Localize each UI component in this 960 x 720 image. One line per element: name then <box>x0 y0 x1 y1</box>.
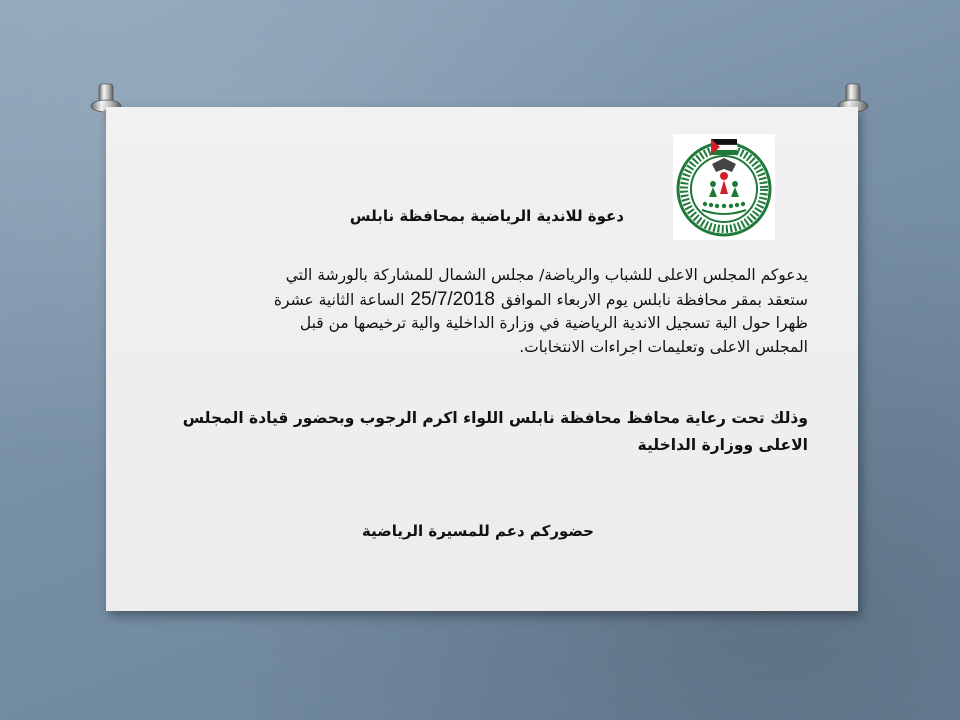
paragraph1-line4: المجلس الاعلى وتعليمات اجراءات الانتخابات. <box>519 338 808 356</box>
paragraph2-line1: وذلك تحت رعاية محافظ محافظة نابلس اللواء اكرم الرجوب وبحضور قيادة المجلس <box>182 409 808 427</box>
council-logo <box>673 134 775 240</box>
council-emblem-icon <box>673 134 775 240</box>
closing-line: حضوركم دعم للمسيرة الرياضية <box>362 522 594 540</box>
event-date: 25/7/2018 <box>410 289 495 310</box>
paragraph1-line2-before-date: ستعقد بمقر محافظة نابلس يوم الاربعاء الموافق <box>500 291 808 309</box>
invitation-title: دعوة للاندية الرياضية بمحافظة نابلس <box>349 207 624 225</box>
paragraph1-line2-after-date: الساعة الثانية عشرة <box>273 291 405 309</box>
paragraph2-line2: الاعلى ووزارة الداخلية <box>637 436 808 454</box>
paragraph1-line2 <box>168 288 808 312</box>
paragraph1-line1: يدعوكم المجلس الاعلى للشباب والرياضة/ مجلس الشمال للمشاركة بالورشة التي <box>285 266 808 284</box>
paragraph1-line3: ظهرا حول الية تسجيل الاندية الرياضية في وزارة الداخلية والية ترخيصها من قبل <box>299 314 808 332</box>
